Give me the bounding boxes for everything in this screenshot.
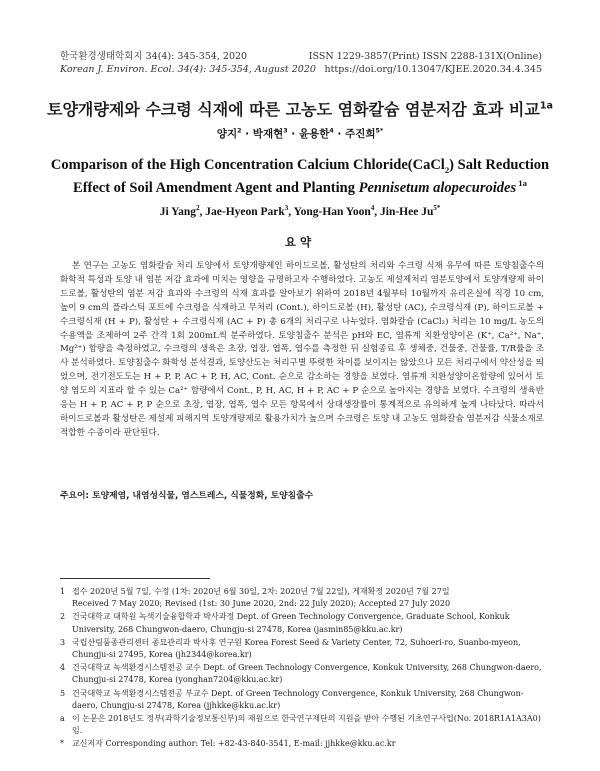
abstract-body: 본 연구는 고농도 염화칼슘 처리 토양에서 토양개량제인 하이드로볼, 활성탄의 처리와 수크령 식재 유무에 따른 토양침출수의 화학적 특성과 토양 내 염분 저감 효과에 미치는 영향을 규명하고자 수행하였다. 고농도 제설제처리 염분토양에서 토양개량제 하이드로볼, 활성탄의 염분 저감 효과와 수크령의 식재 효과를 알아보기 위하여 2018년 4월부터 10월까지 유리온실에 직경 10 cm, 높이 9 cm의 플라스틱 포트에 수크령을 식재하고 무처리 (Cont.), 하이드로볼 (H), 활성탄 (AC), 수크령식재 (P), 하이드로볼 + 수크령식재 (H + P), 활성탄 + 수크령식재 (AC + P) 총 6개의 처리구로 나누었다. 염화칼슘 (CaCl₂) 처리는 10 mg/L 농도의 수용액을 조제하여 2주 간격 1회 200mL씩 분주하였다. 토양침출수 분석은 pH와 EC, 염류계 치환성양이온 (K⁺, Ca²⁺, Na⁺, Mg²⁺) 함량을 측정하였고, 수크령의 생육은 초장, 엽장, 엽폭, 엽수를 측정한 뒤 실험종료 후 생체중, 건물중, 건물률, T/R률을 조사 분석하였다. 토양침출수 화학성 분석결과, 토양산도는 처리구별 뚜렷한 차이를 보이지는 않았으나 모든 처리구에서 약산성을 띄었으며, 전기전도도는 H + P, P, AC + P, H, AC, Cont. 순으로 감소하는 경향을 보였다. 염류계 치환성양이온함량에 있어서 토양 염도의 지표라 할 수 있는 Ca²⁺ 함량에서 Cont., P, H, AC, H + P, AC + P 순으로 높아지는 경향을 보였다. 수크령의 생육반응는 H + P, AC + P, P 순으로 초장, 엽장, 엽폭, 엽수 모든 항목에서 상대생장률이 통계적으로 유의하게 높게 나타났다. 따라서 하이드로볼과 활성탄은 제설제 피해지역 토양개량제로 활용가치가 높으며 수크령은 토양 내 고농도 염화칼슘 염분저감 식물소재로 적합한 수종이라 판단된다. bbox=[60, 261, 544, 438]
english-title-species: Pennisetum alopecuroides bbox=[358, 180, 517, 196]
issn: ISSN 1229-3857(Print) ISSN 2288-131X(Online) bbox=[308, 51, 542, 62]
english-authors: Ji Yang$^2$, Jae-Hyeon Park$^3$, Yong-Han Yoon$^4$, Jin-Hee $Ju^{5*}$ bbox=[159, 205, 441, 218]
journal-name-korean: 한국환경생태학회지 34(4): 345-354, 2020 bbox=[60, 51, 248, 62]
english-title-subscript: 2 bbox=[444, 164, 450, 175]
author-affil-mark: 2 bbox=[196, 205, 200, 213]
footnote-mark: 3 bbox=[60, 637, 66, 647]
footnotes bbox=[60, 586, 546, 752]
footnote-text: 건국대학교 녹색환경시스템전공 부교수 Dept. of Green Technology Convergence, Konkuk University, 268 Chungwon-daero, Chungju-si 27478, Korea (jjhkke@kku.ac.kr) bbox=[72, 688, 524, 710]
footnote-mark: 5 bbox=[60, 688, 66, 698]
korean-title-footnote-mark[interactable]: 1a bbox=[539, 100, 553, 112]
author-kor: 양지 bbox=[216, 128, 238, 140]
author-kor: 윤용한 bbox=[298, 128, 330, 140]
footnote-item bbox=[60, 586, 546, 610]
author-kor: 박재현 bbox=[252, 128, 284, 140]
korean-title bbox=[0, 97, 600, 120]
journal-header-left bbox=[60, 50, 316, 76]
author-eng: Yong-Han Yoon bbox=[293, 206, 371, 218]
footnote-text: 건국대학교 대학원 녹색기술융합학과 박사과정 Dept. of Green Technology Convergence, Graduate School, Konkuk University, 268 Chungwon-daero, Chungju-si 27478, Korea (jasmin85@kku.ac.kr) bbox=[72, 612, 510, 634]
footnote-mark: 1 bbox=[60, 587, 66, 596]
author-eng: Jin-Hee Ju bbox=[380, 206, 434, 218]
footnote-item bbox=[60, 611, 546, 635]
journal-header-right bbox=[309, 50, 542, 76]
abstract-heading: 요약 bbox=[284, 235, 316, 249]
footnote-item bbox=[60, 637, 546, 661]
doi-link[interactable]: https://doi.org/10.13047/KJEE.2020.34.4.345 bbox=[324, 64, 542, 75]
author-separator: · bbox=[333, 128, 346, 140]
author-separator: · bbox=[241, 128, 253, 140]
english-title-footnote-mark: 1a bbox=[516, 178, 527, 189]
author-eng: Ji Yang bbox=[159, 206, 197, 218]
footnote-item bbox=[60, 688, 546, 712]
footnote-text: Received 7 May 2020; Revised (1st: 30 June 2020, 2nd: 22 July 2020); Accepted 27 July 2020 bbox=[72, 599, 451, 609]
footnote-divider bbox=[60, 578, 210, 579]
author-affil-mark: 5* bbox=[375, 127, 384, 135]
author-affil-mark: 4 bbox=[329, 127, 334, 135]
footnote-text: 접수 2020년 5월 7일, 수정 (1차: 2020년 6월 30일, 2차: 2020년 7월 22일), 게재확정 2020년 7월 27일 bbox=[72, 587, 450, 596]
footnote-item bbox=[60, 738, 546, 750]
author-affil-mark: 2 bbox=[237, 127, 242, 135]
author-affil-mark: 4 bbox=[370, 205, 375, 213]
keywords: 주요어: 토양제염, 내염성식물, 염스트레스, 식물정화, 토양침출수 bbox=[60, 491, 314, 501]
footnote-text: 교신저자 Corresponding author: Tel: +82-43-840-3541, E-mail: jjhkke@kku.ac.kr bbox=[72, 739, 396, 749]
korean-authors bbox=[0, 126, 600, 141]
english-title-part2: ) Salt Reduction Effect of Soil Amendment Agent and Planting bbox=[73, 157, 550, 196]
footnote-item bbox=[60, 662, 546, 686]
author-separator: · bbox=[287, 128, 299, 140]
footnote-text: 이 논문은 2018년도 정부(과학기술정보통신부)의 재원으로 한국연구재단의 지원을 받아 수행된 기초연구사업(No. 2018R1A1A3A0)임. bbox=[72, 714, 541, 736]
author-affil-mark: 3 bbox=[284, 205, 289, 213]
author-affil-mark: 5* bbox=[433, 205, 441, 213]
english-title bbox=[40, 154, 560, 200]
footnote-text: 국립산림품종관리센터 종묘관리과 박사후 연구원 Korea Forest Seed & Variety Center, 72, Suhoeri-ro, Suanbo-myeon, Chungju-si 27495, Korea (jh2344@korea.kr) bbox=[72, 637, 521, 660]
footnote-text: 건국대학교 녹색환경시스템전공 교수 Dept. of Green Technology Convergence, Konkuk University, 268 Chungwon-daero, Chungju-si 27478, Korea (yonghan7204@kku.ac.kr) bbox=[72, 663, 542, 685]
author-affil-mark: 3 bbox=[283, 127, 288, 135]
footnote-item bbox=[60, 713, 546, 737]
journal-name-english: Korean J. Environ. Ecol. 34(4): 345-354, August 2020 bbox=[60, 64, 316, 75]
korean-title-text: 토양개량제와 수크령 식재에 따른 고농도 염화칼슘 염분저감 효과 비교 bbox=[47, 100, 540, 119]
author-kor: 주진희 bbox=[345, 128, 376, 140]
english-title-part1: Comparison of the High Concentration Calcium Chloride(CaCl bbox=[50, 157, 445, 173]
footnote-mark: a bbox=[60, 714, 65, 724]
footnote-mark: * bbox=[60, 739, 64, 749]
footnote-mark: 2 bbox=[60, 612, 66, 622]
author-eng: Jae-Hyeon Park bbox=[205, 206, 285, 218]
footnote-mark: 4 bbox=[60, 663, 66, 673]
